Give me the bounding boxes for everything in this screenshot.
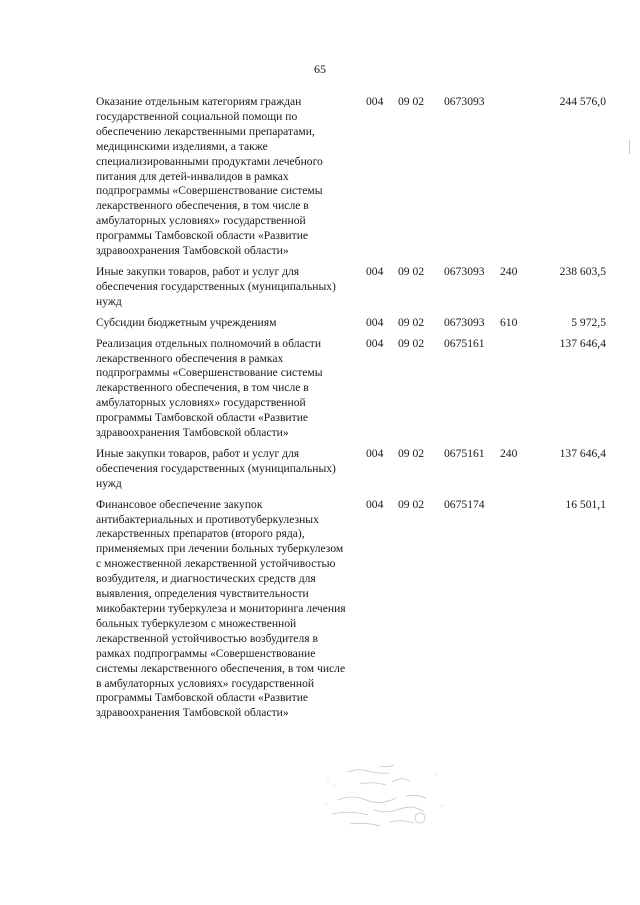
department-code: 004 [366,446,384,460]
department-code: 004 [366,315,384,329]
section-subsection-code: 09 02 [398,95,425,108]
row-description: Иные закупки товаров, работ и услуг для обеспечения государственных (муниципальных) нужд [96,264,336,308]
row-description: Реализация отдельных полномочий в области лекарственного обеспечения в рамках подпрограммы «Совершенствование системы лекарственного обеспечения, в том числе в амбулаторных условиях» государственной программы Тамбовской области «Развитие здравоохранения Тамбовской области» [96,336,323,440]
table-row [96,447,606,492]
row-amount: 5 972,5 [571,315,606,329]
row-description: Оказание отдельным категориям граждан государственной социальной помощи по обеспечению лекарственными препаратами, медицинскими изделиями, а также специализированными продуктами лечебного питания для детей-инвалидов в рамках подпрограммы «Совершенствование системы лекарственного обеспечения, в том числе в амбулаторных условиях» государственной программы Тамбовской области «Развитие здравоохранения Тамбовской области» [96,95,323,258]
row-description: Субсидии бюджетным учреждениям [96,315,277,329]
row-amount: 238 603,5 [559,264,606,278]
target-article-code: 0675161 [444,446,485,460]
target-article-code: 0673093 [444,95,485,108]
target-article-code: 0673093 [444,315,485,329]
budget-table [96,95,606,727]
faded-stamp-mark [320,760,450,835]
target-article-code: 0675161 [444,336,485,350]
expense-type-code: 240 [500,446,518,460]
row-amount: 137 646,4 [559,336,606,350]
row-amount: 244 576,0 [559,95,606,108]
target-article-code: 0675174 [444,497,485,511]
expense-type-code: 240 [500,264,518,278]
table-row [96,316,606,331]
section-subsection-code: 09 02 [398,336,425,350]
department-code: 004 [366,497,384,511]
page-number: 65 [314,62,326,76]
section-subsection-code: 09 02 [398,497,425,511]
table-row [96,95,606,259]
row-amount: 16 501,1 [565,497,606,511]
row-amount: 137 646,4 [559,446,606,460]
department-code: 004 [366,95,384,108]
section-subsection-code: 09 02 [398,446,425,460]
table-row [96,337,606,441]
row-description: Финансовое обеспечение закупок антибактериальных и противотуберкулезных лекарственных препаратов (второго ряда), применяемых при лечении больных туберкулезом с множественной лекарственной устойчивостью возбудителя, и диагностических средств для выявления, определения чувствительности микобактерии туберкулеза и мониторинга лечения больных туберкулезом с множественной лекарственной устойчивостью возбудителя в рамках подпрограммы «Совершенствование системы лекарственного обеспечения, в том числе в амбулаторных условиях» государственной программы Тамбовской области «Развитие здравоохранения Тамбовской области» [96,497,346,720]
table-row [96,498,606,722]
table-row [96,265,606,310]
department-code: 004 [366,264,384,278]
target-article-code: 0673093 [444,264,485,278]
section-subsection-code: 09 02 [398,315,425,329]
expense-type-code: 610 [500,315,518,329]
margin-mark [628,140,631,154]
department-code: 004 [366,336,384,350]
row-description: Иные закупки товаров, работ и услуг для обеспечения государственных (муниципальных) нужд [96,446,336,490]
section-subsection-code: 09 02 [398,264,425,278]
